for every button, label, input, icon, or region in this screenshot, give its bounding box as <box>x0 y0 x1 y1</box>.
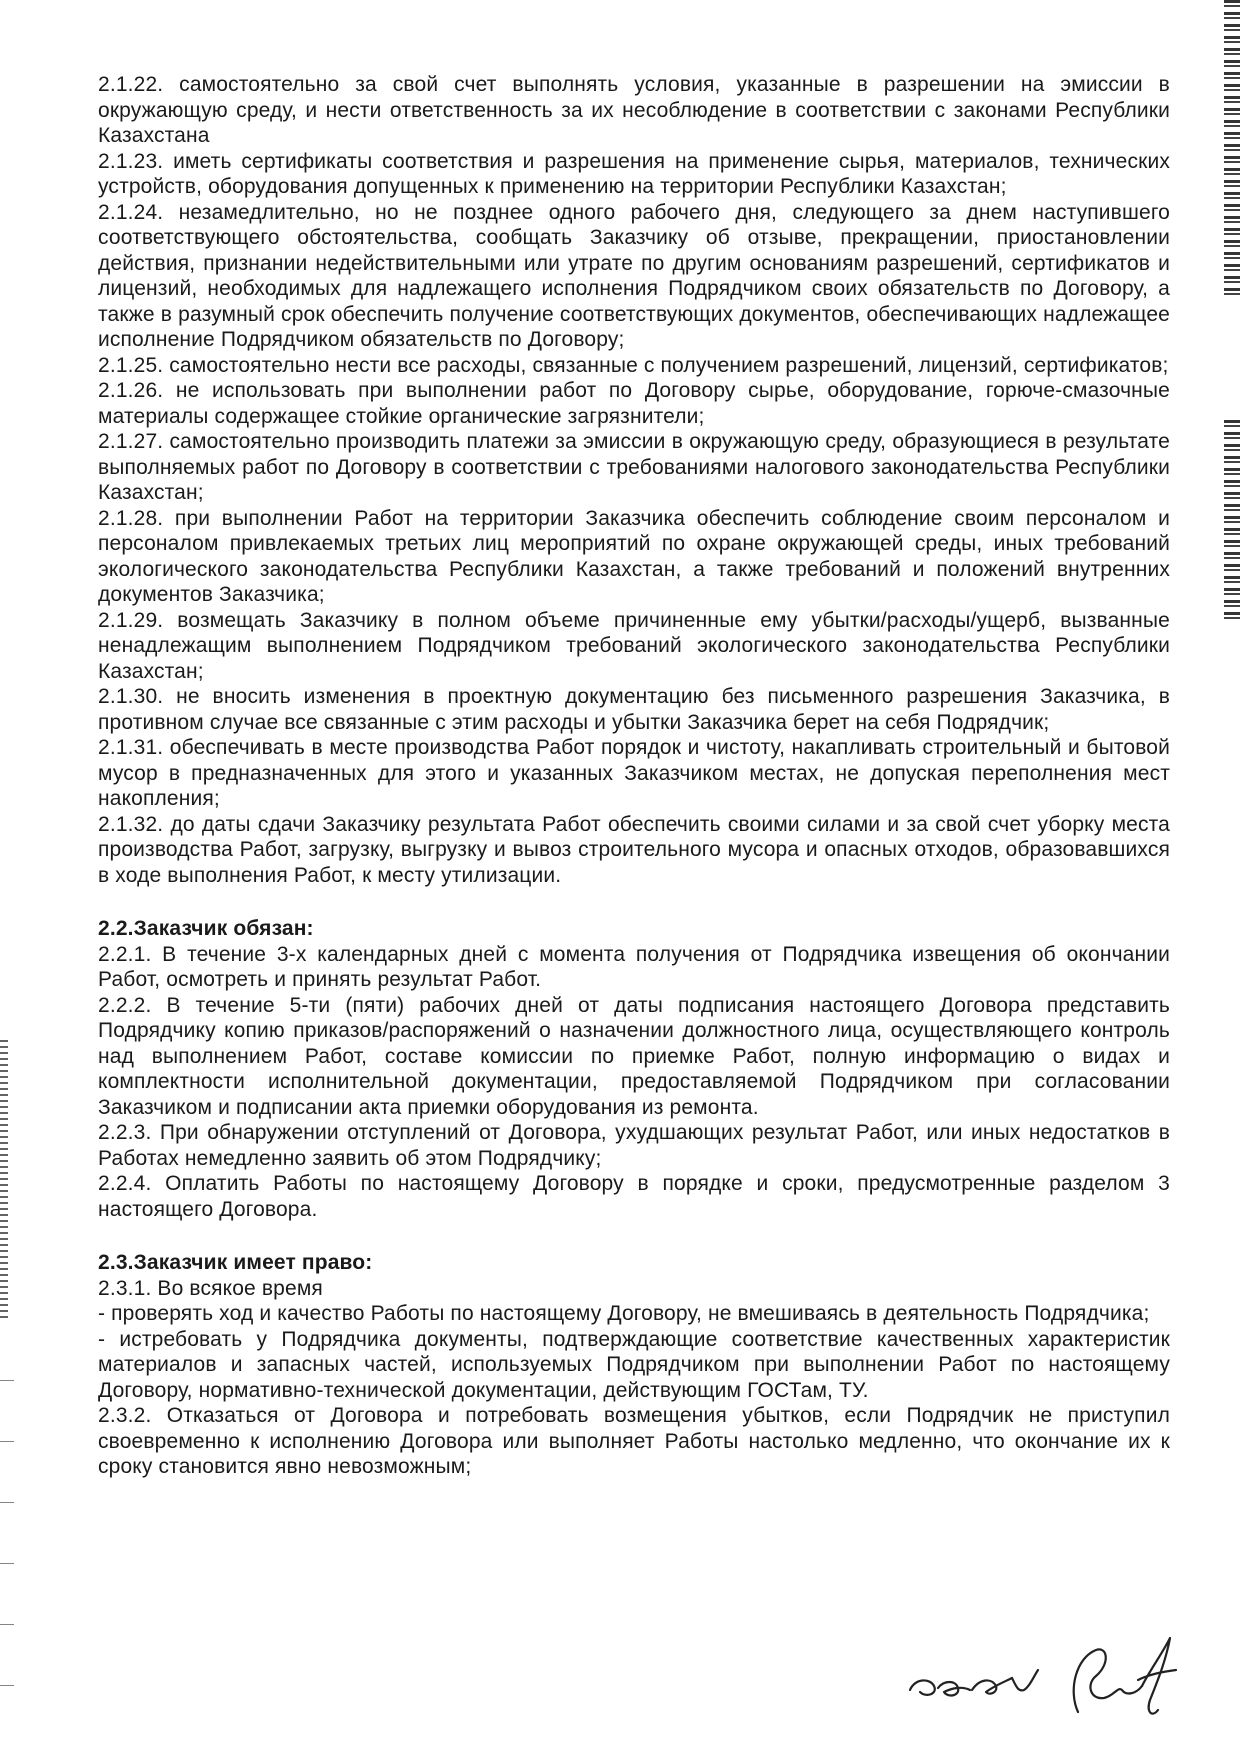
paragraph-2-2-3: 2.2.3. При обнаружении отступлений от Договора, ухудшающих результат Работ, или иных недостатков в Работах немедленно заявить об этом Подрядчику; <box>98 1121 1170 1170</box>
scan-edge-gap <box>1224 620 1240 1754</box>
paragraph-2-2-2: 2.2.2. В течение 5-ти (пяти) рабочих дней от даты подписания настоящего Договора представить Подрядчику копию приказов/распоряжений о назначении должностного лица, осуществляющего контроль над выполнением Работ, составе комиссии по приемке Работ, полную информацию о видах и комплектности исполнительной документации, предоставляемой Подрядчиком при согласовании Заказчиком и подписании акта приемки оборудования из ремонта. <box>98 993 1170 1119</box>
document-body <box>98 72 1170 1480</box>
paragraph-2-1-23: 2.1.23. иметь сертификаты соответствия и разрешения на применение сырья, материалов, технических устройств, оборудования допущенных к применению на территории Республики Казахстан; <box>98 149 1170 198</box>
scan-edge-left <box>0 1040 8 1320</box>
paragraph-2-3-1: 2.3.1. Во всякое время <box>98 1276 323 1300</box>
handwritten-signature <box>900 1620 1200 1730</box>
paragraph-2-1-29: 2.1.29. возмещать Заказчику в полном объеме причиненные ему убытки/расходы/ущерб, вызванные ненадлежащим выполнением Подрядчиком требований экологического законодательства Республики Казахстан; <box>98 608 1170 683</box>
paragraph-2-1-25: 2.1.25. самостоятельно нести все расходы, связанные с получением разрешений, лицензий, сертификатов; <box>98 353 1169 377</box>
list-item-request-documents: - истребовать у Подрядчика документы, подтверждающие соответствие качественных характеристик материалов и запасных частей, используемых Подрядчиком при выполнении Работ по настоящему Договору, нормативно-технической документации, действующим ГОСТам, ТУ. <box>98 1327 1170 1402</box>
paragraph-2-1-30: 2.1.30. не вносить изменения в проектную документацию без письменного разрешения Заказчика, в противном случае все связанные с этим расходы и убытки Заказчика берет на себя Подрядчик; <box>98 685 1170 734</box>
paragraph-2-1-31: 2.1.31. обеспечивать в месте производства Работ порядок и чистоту, накапливать строительный и бытовой мусор в предназначенных для этого и указанных Заказчиком местах, не допуская переполнения мест накопления; <box>98 736 1170 810</box>
scan-marks-left <box>0 1320 14 1740</box>
paragraph-2-2-1: 2.2.1. В течение 3-х календарных дней с момента получения от Подрядчика извещения об окончании Работ, осмотреть и принять результат Работ. <box>98 942 1170 991</box>
paragraph-2-1-22: 2.1.22. самостоятельно за свой счет выполнять условия, указанные в разрешении на эмиссии в окружающую среду, и нести ответственность за их несоблюдение в соответствии с законами Республики Казахстана <box>98 73 1170 147</box>
paragraph-2-1-32: 2.1.32. до даты сдачи Заказчику результата Работ обеспечить своими силами и за свой счет уборку места производства Работ, загрузку, выгрузку и вывоз строительного мусора и опасных отходов, образовавшихся в ходе выполнения Работ, к месту утилизации. <box>98 812 1170 887</box>
section-heading-2-3: 2.3.Заказчик имеет право: <box>98 1251 373 1274</box>
paragraph-2-1-26: 2.1.26. не использовать при выполнении работ по Договору сырье, оборудование, горюче-смазочные материалы содержащее стойкие органические загрязнители; <box>98 379 1170 428</box>
paragraph-2-3-2: 2.3.2. Отказаться от Договора и потребовать возмещения убытков, если Подрядчик не приступил своевременно к исполнению Договора или выполняет Работы настолько медленно, что окончание их к сроку становится явно невозможным; <box>98 1404 1170 1478</box>
section-heading-2-2: 2.2.Заказчик обязан: <box>98 917 314 940</box>
paragraph-2-1-24: 2.1.24. незамедлительно, но не позднее одного рабочего дня, следующего за днем наступившего соответствующего обстоятельства, сообщать Заказчику об отзыве, прекращении, приостановлении действия, признании недействительными или утрате по другим основаниям разрешений, сертификатов и лицензий, необходимых для надлежащего исполнения Подрядчиком своих обязательств по Договору, а также в разумный срок обеспечить получение соответствующих документов, обеспечивающих надлежащее исполнение Подрядчиком обязательств по Договору; <box>98 200 1170 351</box>
paragraph-2-1-28: 2.1.28. при выполнении Работ на территории Заказчика обеспечить соблюдение своим персоналом и персоналом привлекаемых третьих лиц мероприятий по охране окружающей среды, иных требований экологического законодательства Республики Казахстан, а также требований и положений внутренних документов Заказчика; <box>98 506 1170 606</box>
paragraph-2-1-27: 2.1.27. самостоятельно производить платежи за эмиссии в окружающую среду, образующиеся в результате выполняемых работ по Договору в соответствии с требованиями налогового законодательства Республики Казахстан; <box>98 430 1170 504</box>
paragraph-2-2-4: 2.2.4. Оплатить Работы по настоящему Договору в порядке и сроки, предусмотренные разделом 3 настоящего Договора. <box>98 1172 1170 1221</box>
list-item-check-progress: - проверять ход и качество Работы по настоящему Договору, не вмешиваясь в деятельность Подрядчика; <box>98 1302 1150 1325</box>
scan-edge-gap <box>1224 300 1240 420</box>
